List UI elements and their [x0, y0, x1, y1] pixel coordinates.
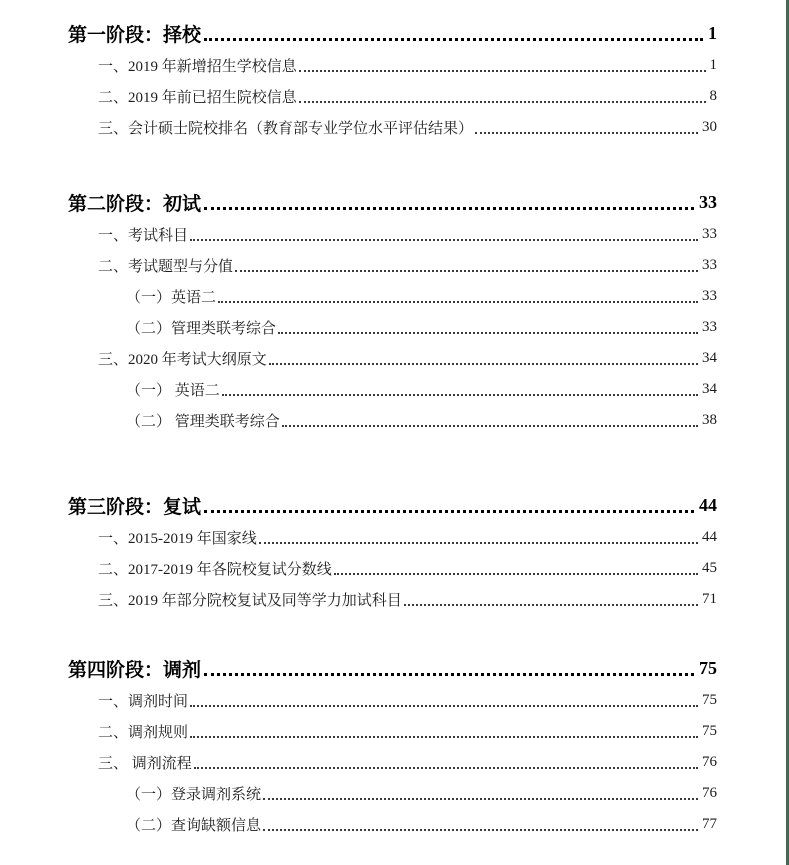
toc-page-number: 1 [708, 22, 717, 43]
toc-section-heading[interactable] [68, 185, 717, 219]
toc-entry[interactable] [68, 374, 717, 405]
toc-entry[interactable] [68, 553, 717, 584]
toc-entry-label: （一）英语二 [126, 290, 217, 306]
dot-leader [404, 604, 698, 606]
dot-leader [263, 829, 698, 831]
toc-page-number: 44 [702, 529, 717, 545]
dot-leader [204, 673, 694, 676]
dot-leader [259, 542, 698, 544]
toc-entry[interactable] [68, 809, 717, 840]
toc-entry[interactable] [68, 50, 717, 81]
toc-section-heading[interactable] [68, 651, 717, 685]
toc-page-number: 75 [702, 692, 717, 708]
toc-entry-label: （二）管理类联考综合 [126, 321, 277, 337]
toc-page-number: 33 [702, 319, 717, 335]
toc-section-title: 第三阶段：复试 [68, 496, 202, 518]
toc-entry-label: （一） 英语二 [126, 383, 220, 399]
toc-entry[interactable] [68, 81, 717, 112]
toc-page-number: 45 [702, 560, 717, 576]
toc-entry[interactable] [68, 747, 717, 778]
dot-leader [282, 425, 698, 427]
toc-entry-label: 二、考试题型与分值 [98, 259, 234, 275]
dot-leader [263, 798, 698, 800]
toc-page-number: 33 [702, 226, 717, 242]
dot-leader [299, 101, 706, 103]
toc-page-number: 76 [702, 785, 717, 801]
toc-entry-label: 三、2020 年考试大纲原文 [98, 352, 267, 368]
toc-entry-label: 一、2015-2019 年国家线 [98, 531, 257, 547]
toc-section-title: 第一阶段：择校 [68, 24, 202, 46]
toc-entry[interactable] [68, 343, 717, 374]
toc-entry-label: 一、考试科目 [98, 228, 189, 244]
toc-page-number: 71 [702, 591, 717, 607]
toc-page-number: 38 [702, 412, 717, 428]
toc-entry-label: （一）登录调剂系统 [126, 787, 262, 803]
toc-page-number: 75 [699, 657, 717, 678]
toc-page-number: 8 [709, 88, 717, 104]
toc-entry[interactable] [68, 522, 717, 553]
dot-leader [334, 573, 698, 575]
toc-page-number: 33 [702, 288, 717, 304]
toc-section-heading[interactable] [68, 488, 717, 522]
toc-entry-label: （二） 管理类联考综合 [126, 414, 280, 430]
dot-leader [204, 207, 694, 210]
dot-leader [269, 363, 698, 365]
toc-entry[interactable] [68, 405, 717, 436]
toc-page-number: 33 [699, 191, 717, 212]
toc-entry-label: 二、调剂规则 [98, 725, 189, 741]
toc-entry-label: （二）查询缺额信息 [126, 818, 262, 834]
toc-entry-label: 一、调剂时间 [98, 694, 189, 710]
toc-entry-label: 二、2019 年前已招生院校信息 [98, 90, 297, 106]
toc-entry[interactable] [68, 716, 717, 747]
dot-leader [190, 239, 698, 241]
dot-leader [190, 705, 698, 707]
dot-leader [222, 394, 698, 396]
dot-leader [218, 301, 698, 303]
toc-entry[interactable] [68, 685, 717, 716]
toc-entry[interactable] [68, 219, 717, 250]
toc-page-number: 30 [702, 119, 717, 135]
dot-leader [194, 767, 698, 769]
toc-section-title: 第四阶段：调剂 [68, 659, 202, 681]
toc-entry[interactable] [68, 250, 717, 281]
toc-entry-label: 三、2019 年部分院校复试及同等学力加试科目 [98, 593, 402, 609]
dot-leader [475, 132, 698, 134]
toc-entry-label: 一、2019 年新增招生学校信息 [98, 59, 297, 75]
dot-leader [190, 736, 698, 738]
toc-page-number: 75 [702, 723, 717, 739]
toc-entry-label: 三、 调剂流程 [98, 756, 192, 772]
toc-section-title: 第二阶段：初试 [68, 193, 202, 215]
dot-leader [235, 270, 698, 272]
toc-entry[interactable] [68, 778, 717, 809]
toc-entry[interactable] [68, 584, 717, 615]
toc-page-number: 33 [702, 257, 717, 273]
toc-page-number: 77 [702, 816, 717, 832]
toc-page-number: 34 [702, 381, 717, 397]
dot-leader [278, 332, 698, 334]
toc-page-number: 76 [702, 754, 717, 770]
toc-entry-label: 二、2017-2019 年各院校复试分数线 [98, 562, 332, 578]
toc-entry[interactable] [68, 312, 717, 343]
dot-leader [204, 510, 694, 513]
dot-leader [299, 70, 706, 72]
toc-entry-label: 三、会计硕士院校排名（教育部专业学位水平评估结果） [98, 121, 474, 137]
dot-leader [204, 38, 703, 41]
toc-page-number: 34 [702, 350, 717, 366]
toc-entry[interactable] [68, 281, 717, 312]
toc-section-heading[interactable] [68, 16, 717, 50]
toc-page-number: 44 [699, 494, 717, 515]
toc-entry[interactable] [68, 112, 717, 143]
toc-page-number: 1 [709, 57, 717, 73]
